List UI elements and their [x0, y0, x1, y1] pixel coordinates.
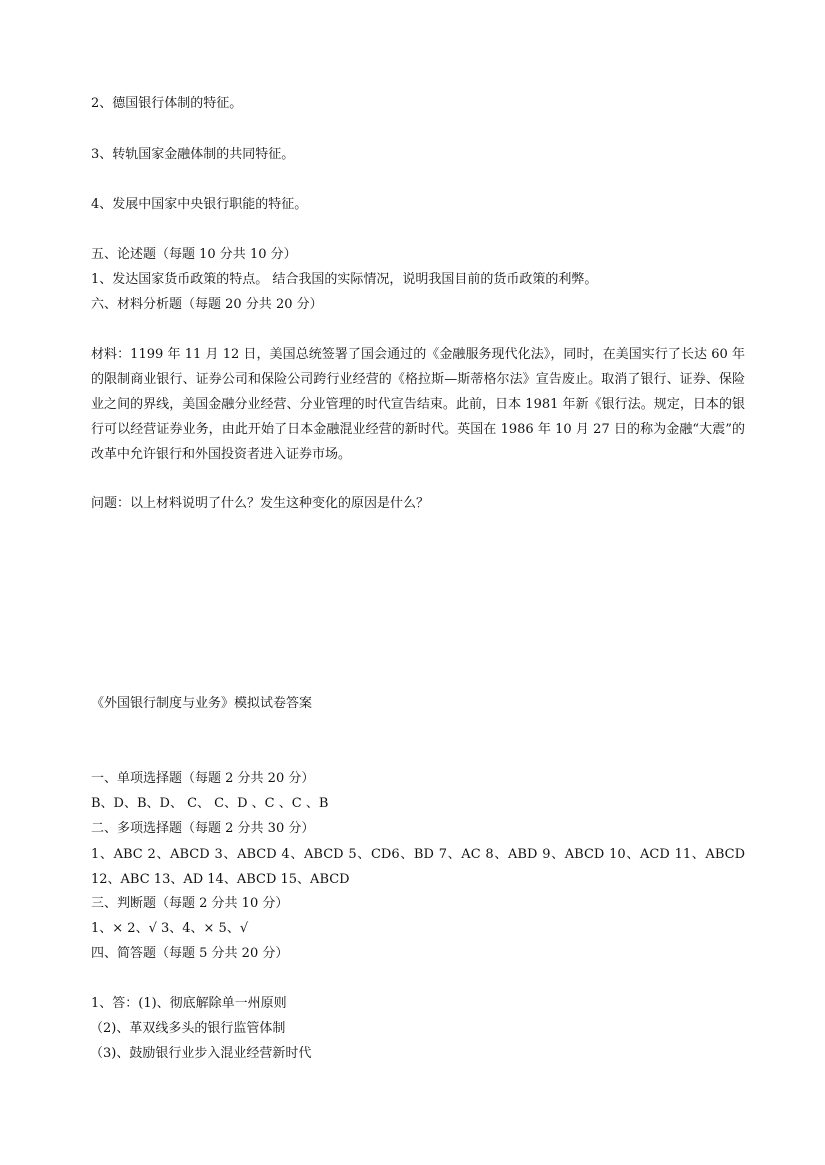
answer-title: 《外国银行制度与业务》模拟试卷答案 [91, 696, 313, 711]
answers-section-2-heading: 二、多项选择题（每题 2 分共 30 分） [91, 821, 315, 836]
material-paragraph: 材料：1199 年 11 月 12 日，美国总统签署了国会通过的《金融服务现代化法》，同时，在美国实行了长达 60 年的限制商业银行、证券公司和保险公司跨行业经营的《格拉斯—斯蒂格尔法》宣告废止。取消了银行、证券、保险业之间的界线，美国金融分业经营、分业管理的时代宣告结束。此前，日本 1981 年新《银行法。规定，日本的银行可以经营证券业务，由此开始了日本金融混业经营的新时代。英国在 1986 年 10 月 27 日的称为金融“大震”的改革中允许银行和外国投资者进入证券市场。 [91, 347, 745, 462]
section-5-item: 1、发达国家货币政策的特点。 结合我国的实际情况，说明我国目前的货币政策的利弊。 [91, 272, 598, 287]
answers-section-4-item-3: （3)、鼓励银行业步入混业经营新时代 [90, 1046, 312, 1061]
answers-section-4-heading: 四、简答题（每题 5 分共 20 分） [91, 946, 289, 961]
answers-section-4-item-2: （2)、革双线多头的银行监管体制 [90, 1021, 286, 1036]
question-2: 2、德国银行体制的特征。 [91, 96, 243, 111]
answers-section-1-heading: 一、单项选择题（每题 2 分共 20 分） [91, 771, 315, 786]
answers-section-4-item-1: 1、答：(1)、彻底解除单一州原则 [91, 996, 287, 1011]
answers-section-1-values: B、D、B、D、 C、 C、D 、C 、C 、B [91, 796, 329, 811]
material-question: 问题：以上材料说明了什么？发生这种变化的原因是什么？ [91, 496, 430, 511]
question-3: 3、转轨国家金融体制的共同特征。 [91, 147, 295, 162]
section-5-heading: 五、论述题（每题 10 分共 10 分） [91, 247, 297, 262]
answers-section-2-values: 1、ABC 2、ABCD 3、ABCD 4、ABCD 5、CD6、BD 7、AC 8、ABD 9、ABCD 10、ACD 11、ABCD 12、ABC 13、AD 14、ABCD 15、ABCD [91, 847, 745, 887]
question-4: 4、发展中国家中央银行职能的特征。 [91, 197, 308, 212]
section-6-heading: 六、材料分析题（每题 20 分共 20 分） [91, 297, 323, 312]
answers-section-3-values: 1、× 2、√ 3、4、× 5、√ [91, 921, 249, 936]
answers-section-3-heading: 三、判断题（每题 2 分共 10 分） [91, 896, 289, 911]
